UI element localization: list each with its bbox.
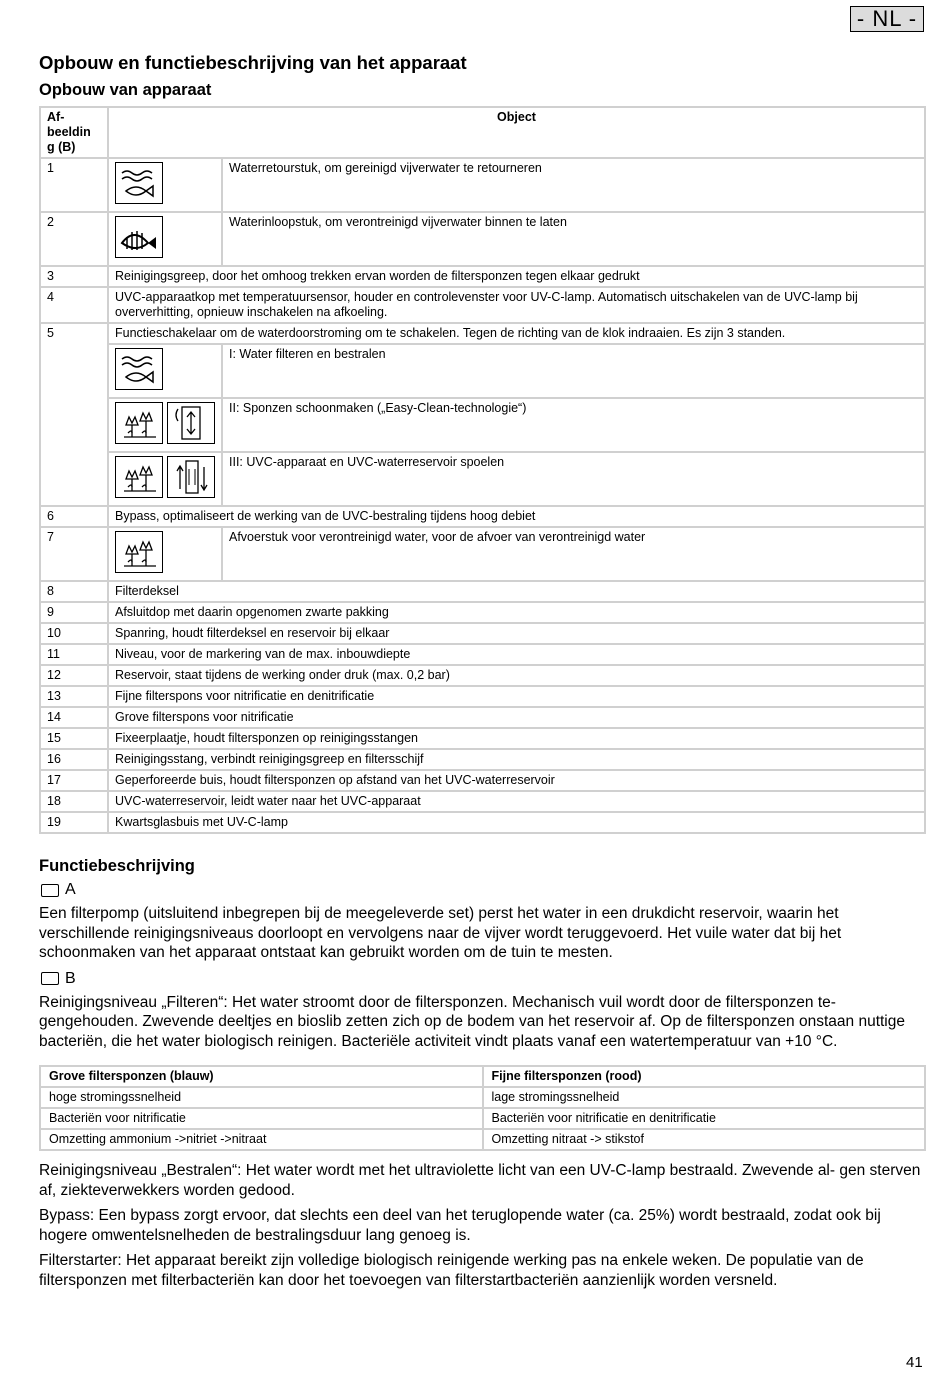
table-cell: Omzetting ammonium ->nitriet ->nitraat [40,1129,483,1150]
row-number: 4 [40,287,108,323]
parts-table [39,106,926,834]
row-number: 14 [40,707,108,728]
paragraph-pump: Een filterpomp (uitsluitend inbegrepen bij de meegeleverde set) perst het water in een drukdicht reservoir, waarin het verschillende reinigingsniveaus doorloopt en vervolgens naar de vijver wordt teruggevoerd. Het vuile water dat bij het schoonmaken van het apparaat ontstaat kan gebruikt worden om de tuin te mesten. [39,905,842,961]
icon-cell [108,344,222,398]
row-text: Waterretourstuk, om gereinigd vijverwater te retourneren [222,158,925,212]
icon-cell [108,452,222,506]
switch-position-text: I: Water filteren en bestralen [222,344,925,398]
table-row [40,770,925,791]
switch-position-text: III: UVC-apparaat en UVC-waterreservoir spoelen [222,452,925,506]
row-number: 2 [40,212,108,266]
dirty-fish-icon [115,216,163,258]
paragraph-filtering: Reinigingsniveau „Filteren“: Het water stroomt door de filtersponzen. Mechanisch vuil wordt door de filtersponzen te- gengehouden. Zwevende deeltjes en bioslib zetten zich op de bodem van het reservoir af. Op de filtersponzen onstaan nuttige bacteriën, die het water biologisch reinigen. Bacteriële activiteit vindt plaats vanaf een watertemperatuur van +10 °C. [39,993,905,1050]
page-title: Opbouw en functiebeschrijving van het apparaat [39,52,467,73]
table-row [40,707,925,728]
row-number: 5 [40,323,108,506]
row-number: 6 [40,506,108,527]
plants-icon [115,402,163,444]
icon-cell [108,158,222,212]
row-text: UVC-waterreservoir, leidt water naar het UVC-apparaat [108,791,925,812]
uvc-lamp-icon [167,456,215,498]
plants-icon [115,456,163,498]
row-text: Geperforeerde buis, houdt filtersponzen op afstand van het UVC-waterreservoir [108,770,925,791]
table-row [40,602,925,623]
row-text: Afvoerstuk voor verontreinigd water, voor de afvoer van verontreinigd water [222,527,925,581]
paragraph-irradiation: Reinigingsniveau „Bestralen“: Het water wordt met het ultraviolette licht van een UV-C-lamp bestraald. Zwevende al- gen sterven af, ziekteverwekkers worden gedood. [39,1162,921,1199]
table-header-row [40,107,925,158]
row-number: 16 [40,749,108,770]
table-header-row [40,1066,925,1087]
row-text: Niveau, voor de markering van de max. inbouwdiepte [108,644,925,665]
table-row [40,266,925,287]
sponge-clean-icon [115,402,215,444]
table-row [40,581,925,602]
row-number: 10 [40,623,108,644]
row-text: Afsluitdop met daarin opgenomen zwarte pakking [108,602,925,623]
table-row [40,506,925,527]
page-number: 41 [906,1354,923,1371]
table-row [40,158,925,212]
row-text: Filterdeksel [108,581,925,602]
row-number: 3 [40,266,108,287]
table-row [40,728,925,749]
row-text: Functieschakelaar om de waterdoorstroming om te schakelen. Tegen de richting van de klok indraaien. Es zijn 3 standen. [108,323,925,344]
table-row [40,791,925,812]
row-text: Fijne filterspons voor nitrificatie en denitrificatie [108,686,925,707]
table-row [40,623,925,644]
row-text: Kwartsglasbuis met UV-C-lamp [108,812,925,833]
row-text: Fixeerplaatje, houdt filtersponzen op reinigingsstangen [108,728,925,749]
table-row [40,287,925,323]
language-tab: - NL - [850,6,924,32]
section-title: Opbouw van apparaat [39,81,212,99]
icon-cell [108,527,222,581]
sponge-arrows-icon [167,402,215,444]
table-cell: Bacteriën voor nitrificatie [40,1108,483,1129]
header-number: Af- beeldin g (B) [40,107,108,158]
row-number: 13 [40,686,108,707]
table-row [40,212,925,266]
row-text: Reservoir, staat tijdens de werking onder druk (max. 0,2 bar) [108,665,925,686]
row-number: 15 [40,728,108,749]
row-text: Waterinloopstuk, om verontreinigd vijverwater binnen te laten [222,212,925,266]
row-number: 1 [40,158,108,212]
fish-waves-icon [115,162,163,204]
header-object: Object [108,107,925,158]
row-number: 9 [40,602,108,623]
figure-label: A [65,881,76,898]
row-number: 18 [40,791,108,812]
figure-reference-b [41,969,926,989]
row-text: Reinigingsstang, verbindt reinigingsgreep en filtersschijf [108,749,925,770]
header-coarse: Grove filtersponzen (blauw) [40,1066,483,1087]
row-text: Grove filterspons voor nitrificatie [108,707,925,728]
row-number: 11 [40,644,108,665]
table-row [40,1108,925,1129]
table-row [40,686,925,707]
row-number: 17 [40,770,108,791]
icon-cell [108,398,222,452]
row-text: UVC-apparaatkop met temperatuursensor, houder en controlevenster voor UV-C-lamp. Automatisch uitschakelen van de UVC-lamp bij oververhitting, opnieuw inschakelen na afkoeling. [108,287,925,323]
row-text: Reinigingsgreep, door het omhoog trekken ervan worden de filtersponzen tegen elkaar gedrukt [108,266,925,287]
table-row [40,749,925,770]
fish-waves-icon [115,348,163,390]
table-row [40,644,925,665]
row-number: 7 [40,527,108,581]
switch-position-row [40,344,925,398]
table-cell: Bacteriën voor nitrificatie en denitrificatie [483,1108,926,1129]
switch-position-text: II: Sponzen schoonmaken („Easy-Clean-technologie“) [222,398,925,452]
figure-reference-a [41,880,926,900]
row-number: 12 [40,665,108,686]
table-cell: lage stromingssnelheid [483,1087,926,1108]
table-row [40,1087,925,1108]
table-row [40,665,925,686]
page-content [39,52,926,1296]
figure-label: B [65,969,76,987]
table-row [40,323,925,344]
function-description-section [39,856,926,1290]
table-cell: hoge stromingssnelheid [40,1087,483,1108]
table-cell: Omzetting nitraat -> stikstof [483,1129,926,1150]
switch-position-row [40,398,925,452]
figure-book-icon [41,884,59,897]
sponge-comparison-table [39,1065,926,1151]
table-row [40,527,925,581]
icon-cell [108,212,222,266]
row-text: Spanring, houdt filterdeksel en reservoir bij elkaar [108,623,925,644]
uvc-flush-icon [115,456,215,498]
table-row [40,812,925,833]
plants-icon [115,531,163,573]
row-number: 8 [40,581,108,602]
row-number: 19 [40,812,108,833]
figure-book-icon [41,972,59,985]
paragraph-bypass: Bypass: Een bypass zorgt ervoor, dat slechts een deel van het teruglopende water (ca. 25%) wordt bestraald, zodat ook bij hogere omwentelsnelheden de bestralingsduur lang genoeg is. [39,1207,881,1244]
header-fine: Fijne filtersponzen (rood) [483,1066,926,1087]
table-row [40,1129,925,1150]
switch-position-row [40,452,925,506]
function-heading: Functiebeschrijving [39,857,195,875]
paragraph-filterstarter: Filterstarter: Het apparaat bereikt zijn volledige biologisch reinigende werking pas na enkele weken. De populatie van de filtersponzen met filterbacteriën kan door het toevoegen van filterstartbacteriën aanzienlijk worden versneld. [39,1252,864,1289]
row-text: Bypass, optimaliseert de werking van de UVC-bestraling tijdens hoog debiet [108,506,925,527]
